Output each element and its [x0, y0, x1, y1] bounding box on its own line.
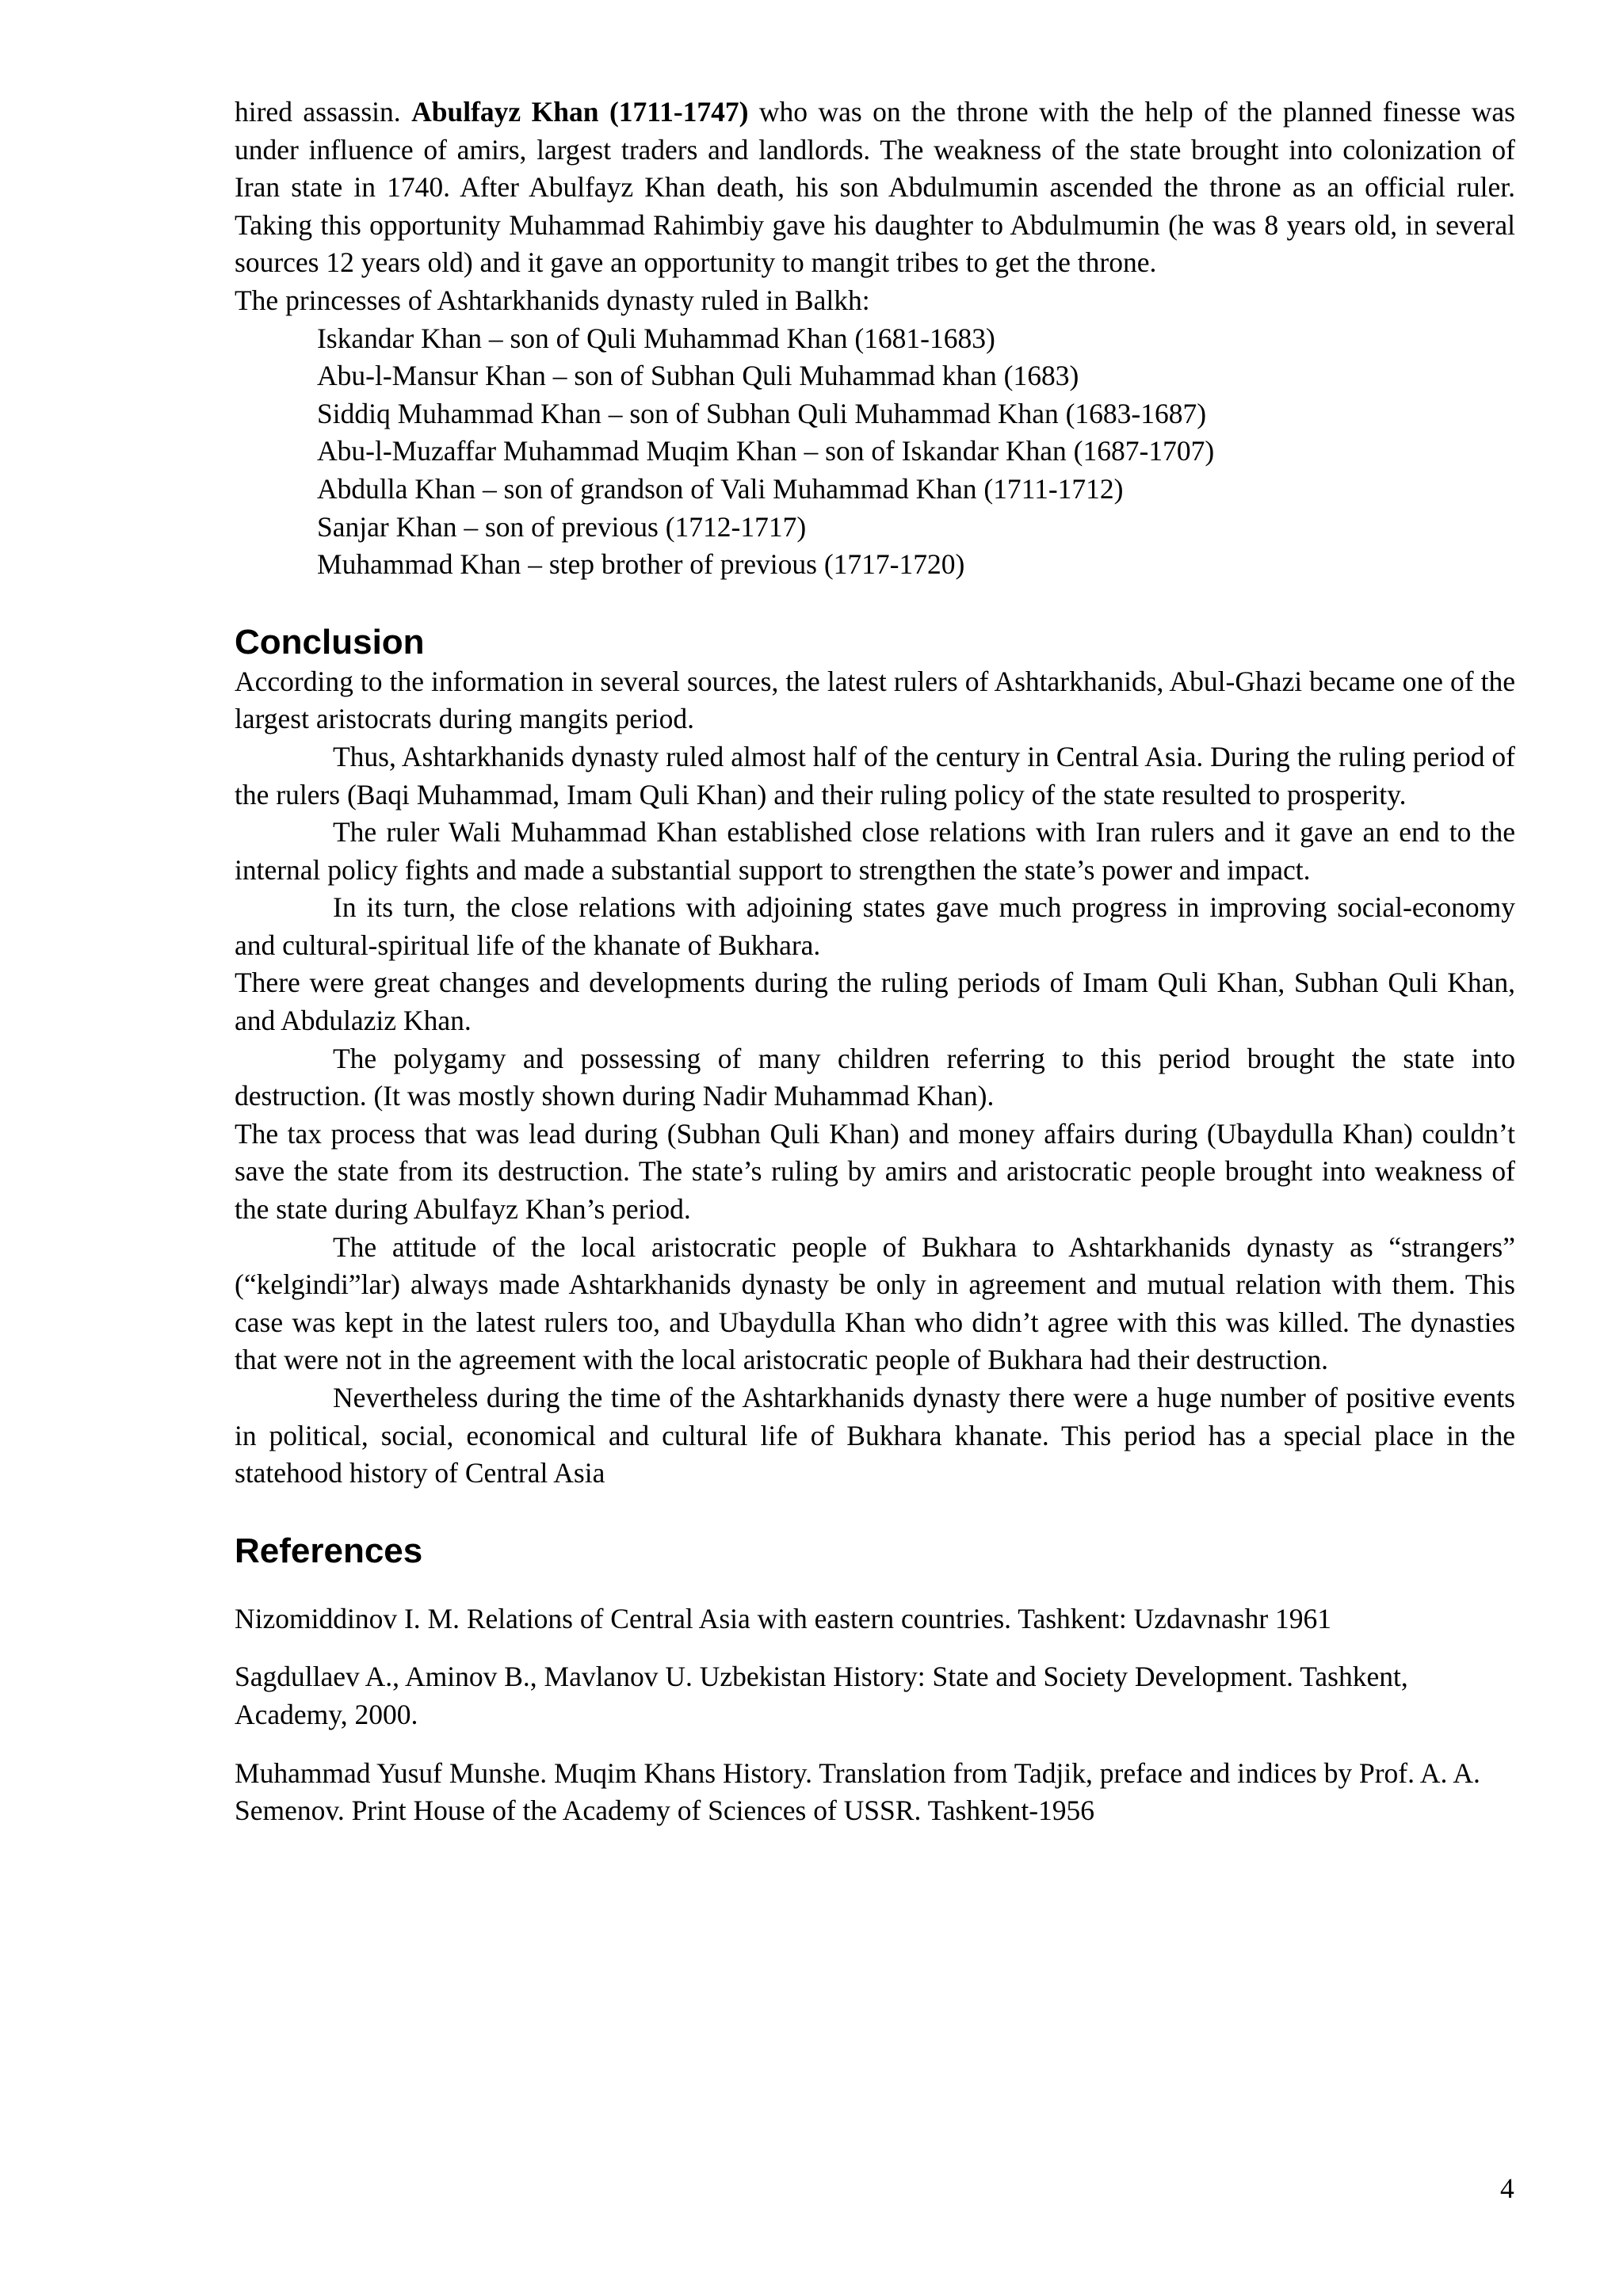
- conclusion-paragraph: The polygamy and possessing of many children referring to this period brought the state into destruction. (It was mostly shown during Nadir Muhammad Khan).: [235, 1042, 1515, 1112]
- list-item: Iskandar Khan – son of Quli Muhammad Khan (1681-1683): [317, 322, 995, 354]
- page-number: 4: [1500, 2172, 1514, 2204]
- list-item: Abu-l-Mansur Khan – son of Subhan Quli Muhammad khan (1683): [317, 360, 1079, 392]
- abulfayz-khan-name: Abulfayz Khan (1711-1747): [411, 96, 749, 128]
- intro-paragraph: [235, 93, 1515, 282]
- list-item: Abdulla Khan – son of grandson of Vali Muhammad Khan (1711-1712): [317, 472, 1124, 505]
- conclusion-paragraph: There were great changes and developments during the ruling periods of Imam Quli Khan, Subhan Quli Khan, and Abdulaziz Khan.: [235, 967, 1515, 1037]
- conclusion-paragraph: The tax process that was lead during (Subhan Quli Khan) and money affairs during (Ubaydulla Khan) couldn’t save the state from its destruction. The state’s ruling by amirs and aristocratic people brought into weakness of the state during Abulfayz Khan’s period.: [235, 1117, 1515, 1226]
- princes-heading: The princesses of Ashtarkhanids dynasty ruled in Balkh:: [235, 284, 870, 316]
- reference-item: Muhammad Yusuf Munshe. Muqim Khans History. Translation from Tadjik, preface and indices by Prof. A. A. Semenov. Print House of the Academy of Sciences of USSR. Tashkent-1956: [235, 1756, 1480, 1827]
- reference-item: Sagdullaev A., Aminov B., Mavlanov U. Uzbekistan History: State and Society Development. Tashkent, Academy, 2000.: [235, 1661, 1408, 1730]
- reference-item: Nizomiddinov I. M. Relations of Central Asia with eastern countries. Tashkent: Uzdavnashr 1961: [235, 1602, 1332, 1634]
- conclusion-paragraph: In its turn, the close relations with adjoining states gave much progress in improving social-economy and cultural-spiritual life of the khanate of Bukhara.: [235, 891, 1515, 961]
- conclusion-paragraph: The ruler Wali Muhammad Khan established close relations with Iran rulers and it gave an end to the internal policy fights and made a substantial support to strengthen the state’s power and impact.: [235, 816, 1515, 886]
- intro-lead: hired assassin.: [235, 96, 412, 128]
- page-content: [235, 93, 1515, 1851]
- references-heading: References: [235, 1531, 423, 1570]
- conclusion-paragraph: Thus, Ashtarkhanids dynasty ruled almost half of the century in Central Asia. During the ruling period of the rulers (Baqi Muhammad, Imam Quli Khan) and their ruling policy of the state resulted to prosperity.: [235, 740, 1515, 810]
- list-item: Abu-l-Muzaffar Muhammad Muqim Khan – son of Iskandar Khan (1687-1707): [317, 435, 1215, 467]
- conclusion-paragraph: According to the information in several sources, the latest rulers of Ashtarkhanids, Abul-Ghazi became one of the largest aristocrats during mangits period.: [235, 665, 1515, 735]
- list-item: Muhammad Khan – step brother of previous (1717-1720): [317, 548, 965, 581]
- list-item: Siddiq Muhammad Khan – son of Subhan Quli Muhammad Khan (1683-1687): [317, 397, 1207, 429]
- conclusion-paragraph: Nevertheless during the time of the Ashtarkhanids dynasty there were a huge number of positive events in political, social, economical and cultural life of Bukhara khanate. This period has a special place in the statehood history of Central Asia: [235, 1382, 1515, 1489]
- conclusion-heading: Conclusion: [235, 622, 425, 662]
- list-item: Sanjar Khan – son of previous (1712-1717): [317, 510, 807, 543]
- conclusion-paragraph: The attitude of the local aristocratic people of Bukhara to Ashtarkhanids dynasty as “strangers” (“kelgindi”lar) always made Ashtarkhanids dynasty be only in agreement and mutual relation with them. This case was kept in the latest rulers too, and Ubaydulla Khan who didn’t agree with this was killed. The dynasties that were not in the agreement with the local aristocratic people of Bukhara had their destruction.: [235, 1230, 1515, 1376]
- intro-text: who was on the throne with the help of the planned finesse was under influence of amirs, largest traders and landlords. The weakness of the state brought into colonization of Iran state in 1740. After Abulfayz Khan death, his son Abdulmumin ascended the throne as an official ruler. Taking this opportunity Muhammad Rahimbiy gave his daughter to Abdulmumin (he was 8 years old, in several sources 12 years old) and it gave an opportunity to mangit tribes to get the throne.: [235, 96, 1515, 279]
- princes-list: [235, 320, 1515, 584]
